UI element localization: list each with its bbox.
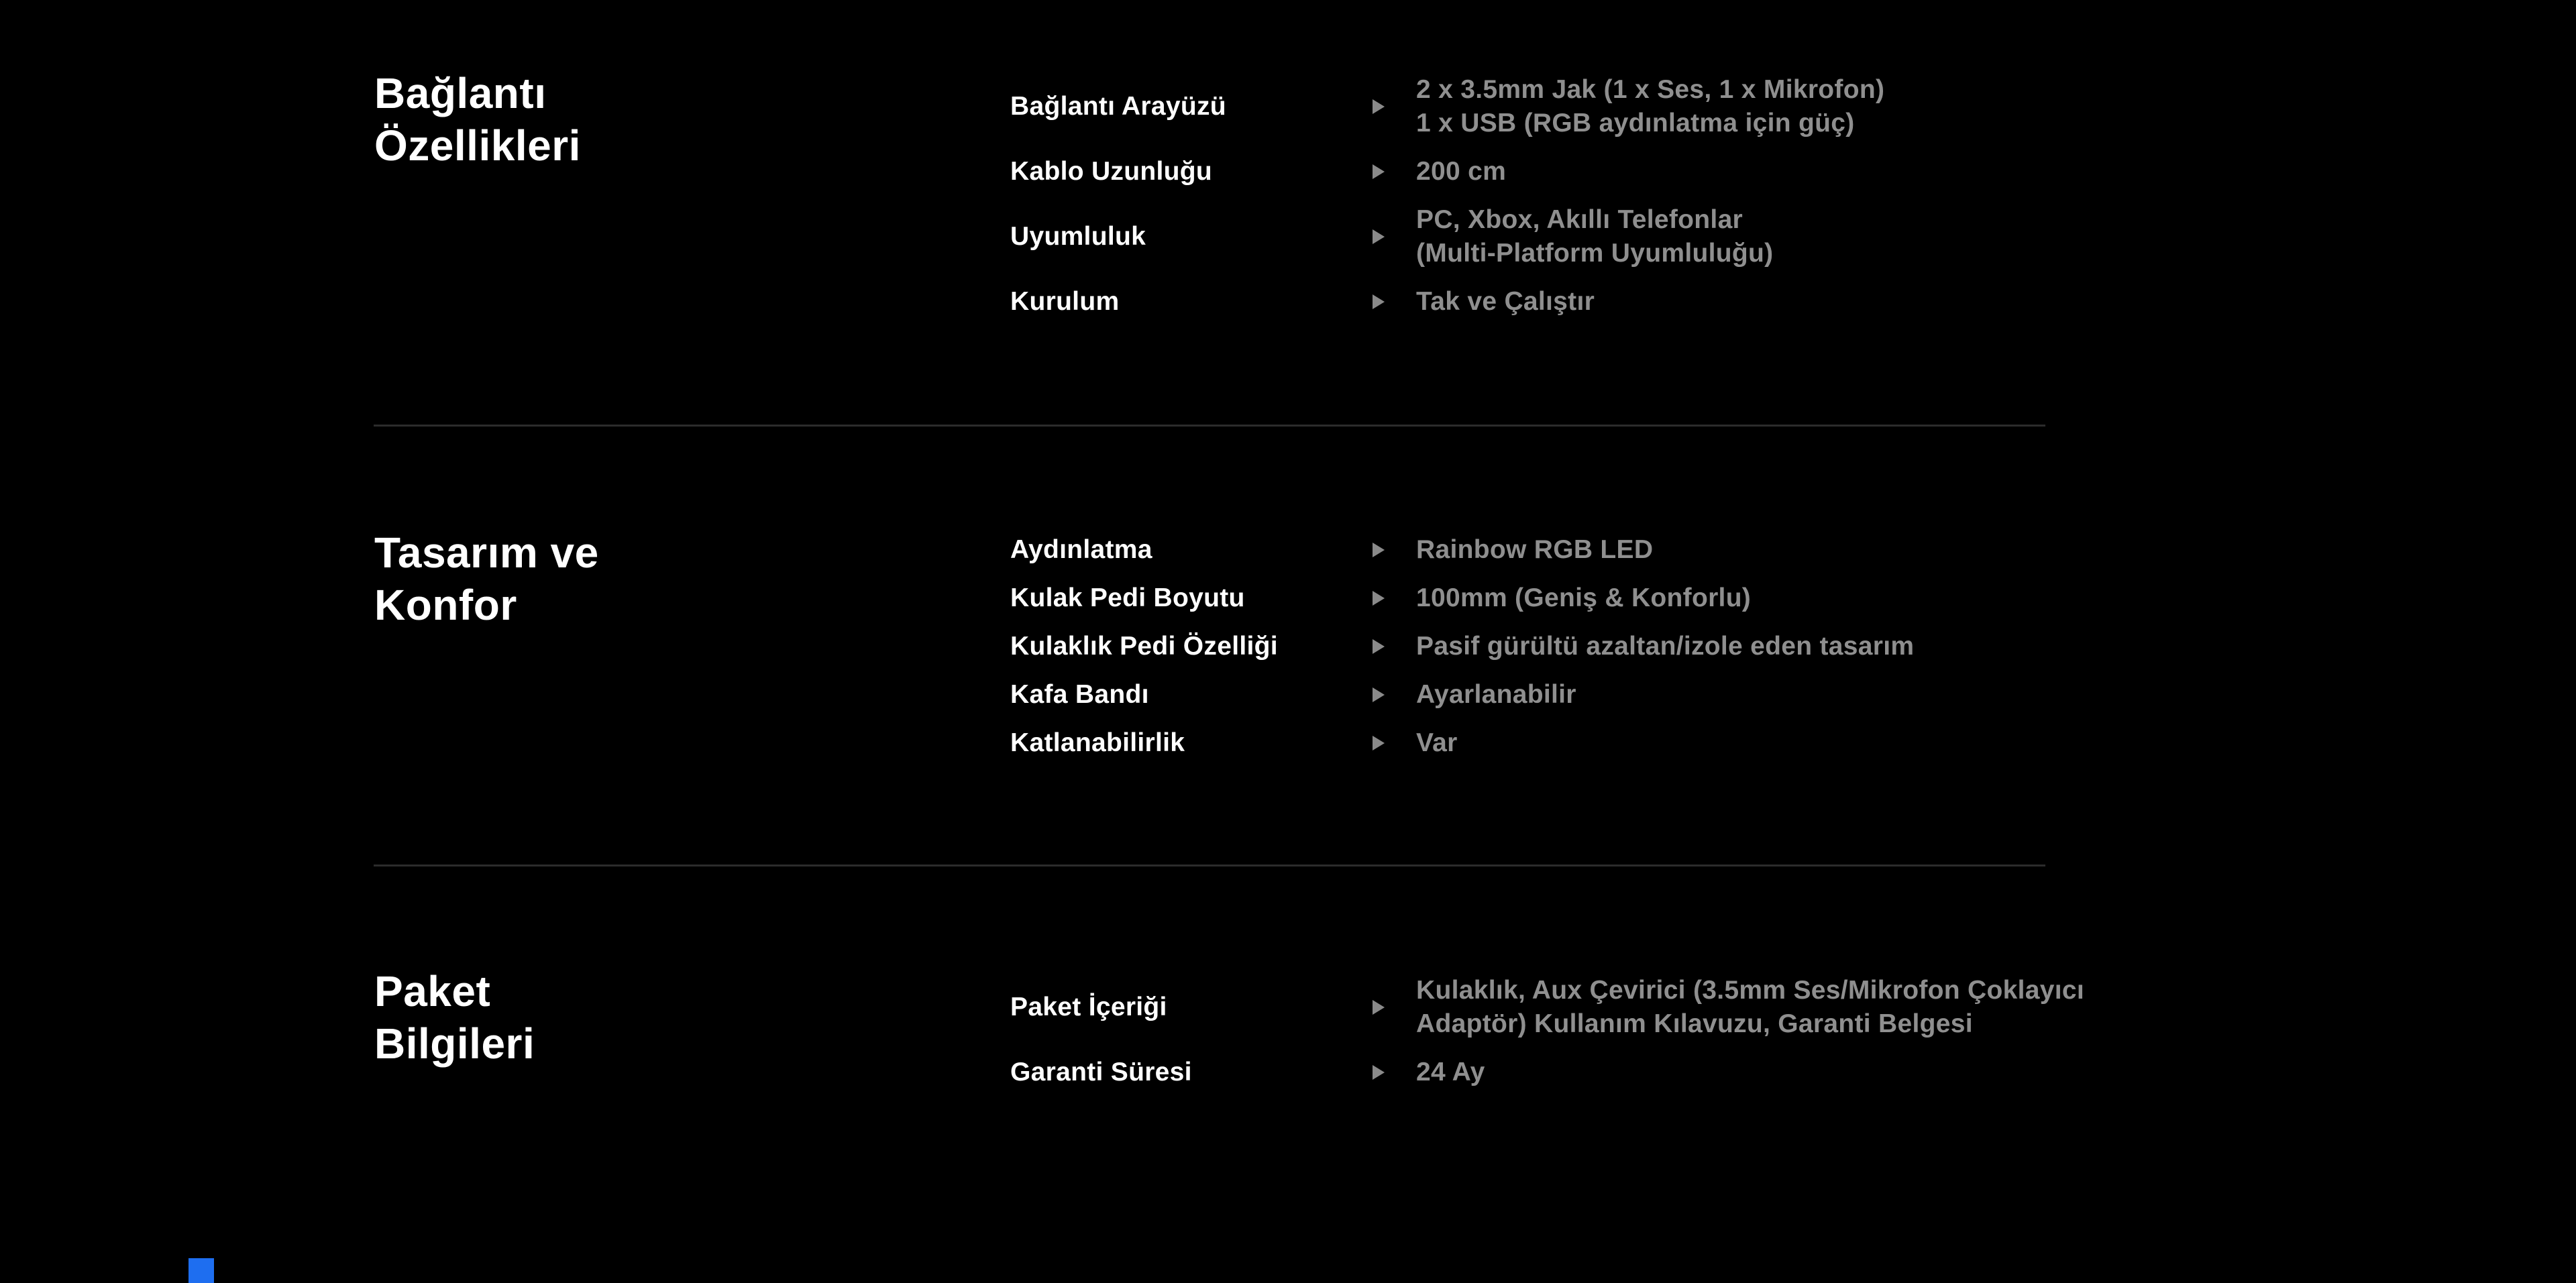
spec-value	[1416, 974, 2419, 1041]
spec-value-line: 24 Ay	[1416, 1058, 1485, 1086]
spec-row	[1010, 630, 2419, 663]
spec-row	[1010, 73, 2419, 140]
spec-label: Garanti Süresi	[1010, 1058, 1192, 1086]
spec-value	[1416, 581, 2419, 615]
spec-value-line: Ayarlanabilir	[1416, 680, 1576, 709]
triangle-right-icon	[1373, 639, 1385, 654]
spec-value-line: Var	[1416, 728, 1458, 757]
spec-table	[1010, 974, 2419, 1089]
spec-row	[1010, 533, 2419, 567]
section-heading-line: Bağlantı	[374, 69, 547, 117]
spec-value-line: 100mm (Geniş & Konforlu)	[1416, 583, 1752, 612]
spec-marker-cell	[1373, 1000, 1416, 1015]
spec-value-line: Adaptör) Kullanım Kılavuzu, Garanti Belgesi	[1416, 1009, 1973, 1038]
section-heading-line: Konfor	[374, 581, 517, 629]
spec-table	[1010, 533, 2419, 760]
spec-value	[1416, 726, 2419, 760]
triangle-right-icon	[1373, 164, 1385, 179]
section-heading-line: Bilgileri	[374, 1019, 535, 1068]
spec-label: Kafa Bandı	[1010, 680, 1149, 709]
section-divider	[374, 864, 2045, 867]
spec-marker-cell	[1373, 294, 1416, 309]
triangle-right-icon	[1373, 1000, 1385, 1015]
spec-row	[1010, 678, 2419, 712]
spec-label: Katlanabilirlik	[1010, 728, 1185, 757]
spec-label: Kulaklık Pedi Özelliği	[1010, 632, 1278, 661]
spec-label: Bağlantı Arayüzü	[1010, 92, 1226, 121]
spec-value	[1416, 533, 2419, 567]
spec-label: Kulak Pedi Boyutu	[1010, 583, 1245, 612]
blue-widget-fragment[interactable]	[189, 1258, 214, 1283]
spec-table	[1010, 73, 2419, 319]
spec-row	[1010, 1056, 2419, 1089]
triangle-right-icon	[1373, 294, 1385, 309]
triangle-right-icon	[1373, 736, 1385, 750]
spec-value-line: Tak ve Çalıştır	[1416, 287, 1595, 316]
spec-row	[1010, 726, 2419, 760]
section-heading-line: Paket	[374, 967, 491, 1015]
spec-row	[1010, 155, 2419, 188]
spec-row	[1010, 974, 2419, 1041]
section-divider	[374, 425, 2045, 427]
spec-label: Kurulum	[1010, 287, 1120, 316]
triangle-right-icon	[1373, 229, 1385, 244]
spec-value	[1416, 678, 2419, 712]
spec-label: Uyumluluk	[1010, 222, 1146, 251]
spec-value	[1416, 285, 2419, 319]
spec-value	[1416, 73, 2419, 140]
spec-marker-cell	[1373, 229, 1416, 244]
spec-row	[1010, 203, 2419, 270]
triangle-right-icon	[1373, 591, 1385, 606]
spec-value	[1416, 155, 2419, 188]
spec-value	[1416, 1056, 2419, 1089]
spec-marker-cell	[1373, 543, 1416, 557]
spec-label: Paket İçeriği	[1010, 993, 1167, 1021]
spec-value	[1416, 630, 2419, 663]
spec-value-line: 1 x USB (RGB aydınlatma için güç)	[1416, 109, 1855, 137]
spec-value-line: Rainbow RGB LED	[1416, 535, 1654, 564]
section-heading	[374, 965, 535, 1070]
spec-value-line: Kulaklık, Aux Çevirici (3.5mm Ses/Mikrofon Çoklayıcı	[1416, 976, 2085, 1005]
spec-marker-cell	[1373, 591, 1416, 606]
triangle-right-icon	[1373, 1065, 1385, 1080]
section-heading	[374, 67, 581, 172]
section-heading	[374, 526, 599, 631]
spec-marker-cell	[1373, 1065, 1416, 1080]
spec-value-line: 200 cm	[1416, 157, 1507, 186]
spec-value-line: PC, Xbox, Akıllı Telefonlar	[1416, 205, 1743, 234]
spec-marker-cell	[1373, 687, 1416, 702]
spec-value-line: (Multi-Platform Uyumluluğu)	[1416, 239, 1774, 268]
spec-marker-cell	[1373, 164, 1416, 179]
section-heading-line: Özellikleri	[374, 121, 581, 170]
section-heading-line: Tasarım ve	[374, 528, 599, 577]
spec-row	[1010, 285, 2419, 319]
spec-marker-cell	[1373, 639, 1416, 654]
triangle-right-icon	[1373, 543, 1385, 557]
triangle-right-icon	[1373, 99, 1385, 114]
spec-label: Aydınlatma	[1010, 535, 1152, 564]
spec-value	[1416, 203, 2419, 270]
triangle-right-icon	[1373, 687, 1385, 702]
spec-label: Kablo Uzunluğu	[1010, 157, 1212, 186]
spec-row	[1010, 581, 2419, 615]
spec-marker-cell	[1373, 736, 1416, 750]
spec-value-line: Pasif gürültü azaltan/izole eden tasarım	[1416, 632, 1915, 661]
spec-marker-cell	[1373, 99, 1416, 114]
spec-value-line: 2 x 3.5mm Jak (1 x Ses, 1 x Mikrofon)	[1416, 75, 1885, 104]
